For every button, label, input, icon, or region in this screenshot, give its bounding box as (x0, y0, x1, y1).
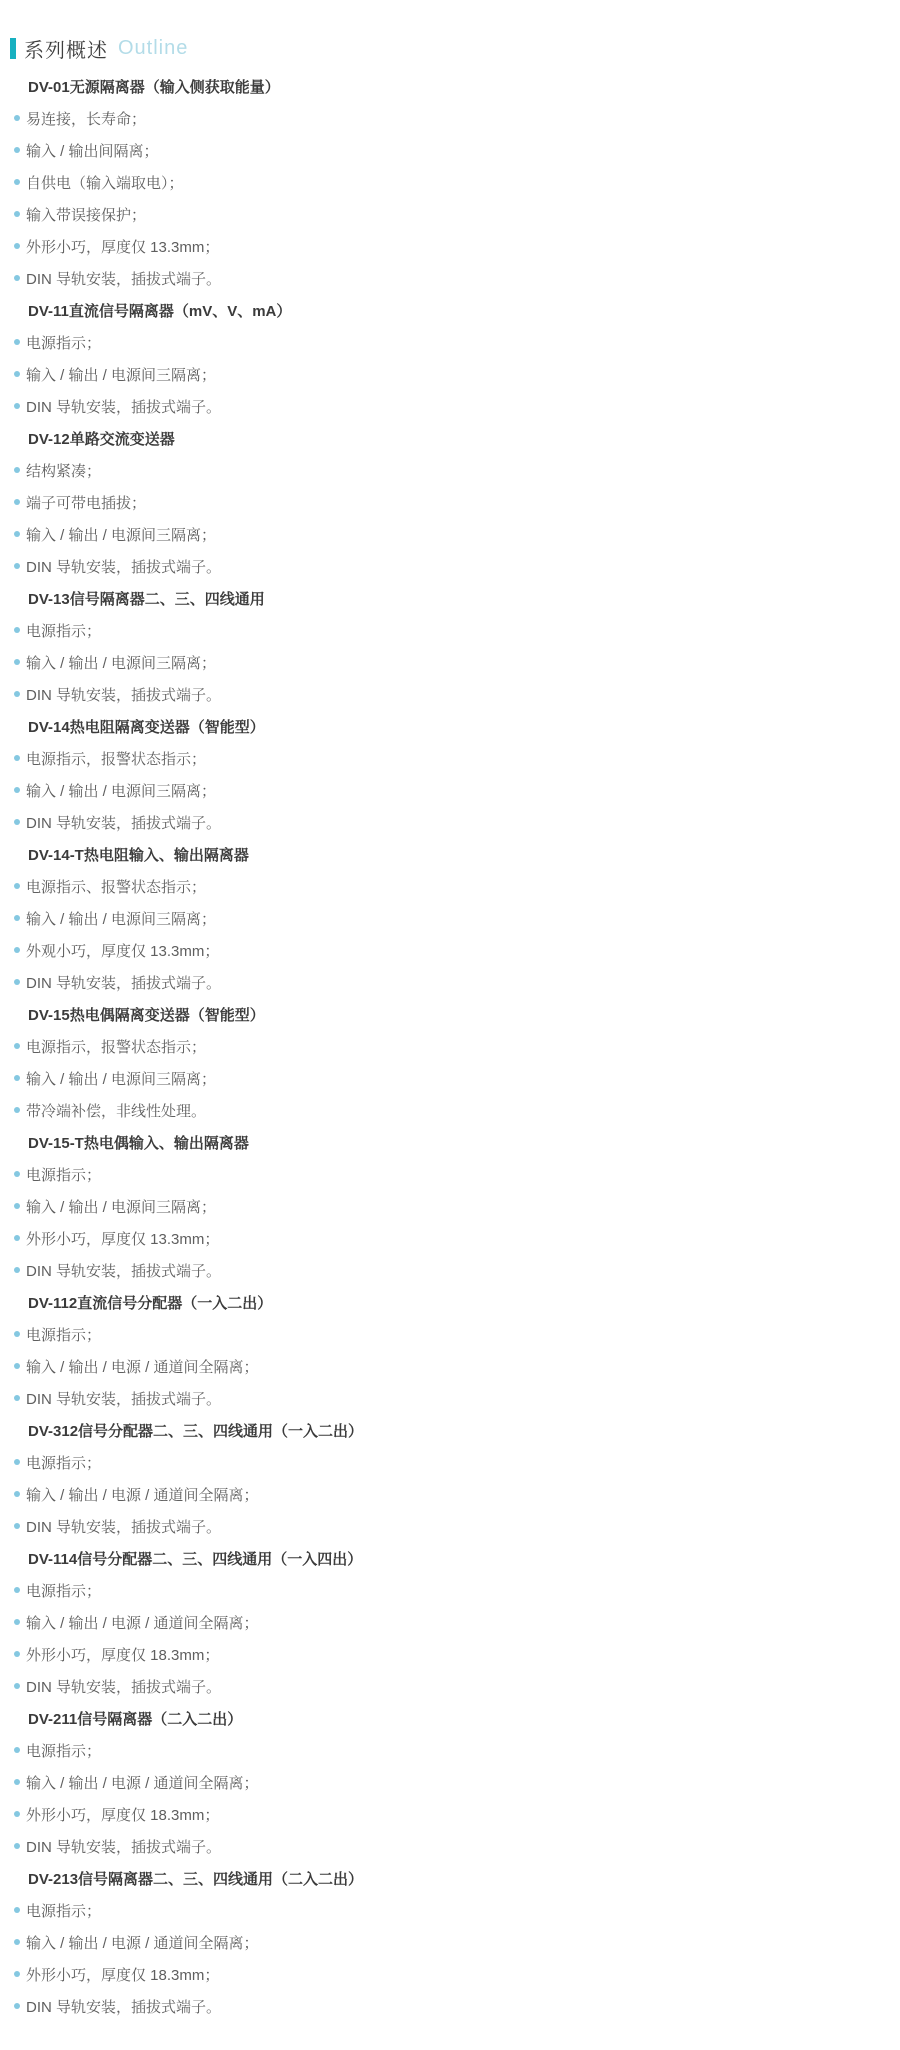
bullet-text: DIN 导轨安装，插拔式端子。 (26, 1998, 222, 2016)
bullet-dot-icon (14, 1267, 20, 1273)
bullet-text: 输入 / 输出间隔离； (26, 142, 159, 160)
bullet-text: 输入 / 输出 / 电源间三隔离； (26, 1198, 217, 1216)
product-section (0, 70, 900, 294)
bullet-dot-icon (14, 1235, 20, 1241)
bullet-list (0, 102, 900, 294)
bullet-list (0, 1894, 900, 2022)
section-header (10, 36, 900, 62)
list-item (0, 1350, 900, 1382)
section-heading: DV-11直流信号隔离器（mV、V、mA） (28, 302, 292, 320)
list-item (0, 934, 900, 966)
bullet-text: 结构紧凑； (26, 462, 102, 480)
bullet-list (0, 1318, 900, 1414)
bullet-dot-icon (14, 915, 20, 921)
product-section (0, 1542, 900, 1702)
bullet-dot-icon (14, 403, 20, 409)
sections-list (0, 70, 900, 2022)
bullet-list (0, 1158, 900, 1286)
list-item (0, 1318, 900, 1350)
product-section (0, 710, 900, 838)
list-item (0, 1830, 900, 1862)
bullet-text: 输入 / 输出 / 电源间三隔离； (26, 526, 217, 544)
bullet-dot-icon (14, 979, 20, 985)
bullet-dot-icon (14, 179, 20, 185)
section-heading: DV-112直流信号分配器（一入二出） (28, 1294, 273, 1312)
bullet-dot-icon (14, 115, 20, 121)
list-item (0, 1766, 900, 1798)
list-item (0, 614, 900, 646)
bullet-dot-icon (14, 147, 20, 153)
list-item (0, 1062, 900, 1094)
list-item (0, 1798, 900, 1830)
bullet-dot-icon (14, 819, 20, 825)
bullet-text: 外形小巧，厚度仅 13.3mm； (26, 1230, 220, 1248)
section-heading: DV-12单路交流变送器 (28, 430, 175, 448)
bullet-dot-icon (14, 1523, 20, 1529)
bullet-dot-icon (14, 1331, 20, 1337)
bullet-text: 易连接，长寿命； (26, 110, 147, 128)
bullet-text: DIN 导轨安装，插拔式端子。 (26, 558, 222, 576)
list-item (0, 678, 900, 710)
bullet-dot-icon (14, 1811, 20, 1817)
bullet-text: 电源指示； (26, 622, 102, 640)
bullet-list (0, 614, 900, 710)
bullet-text: DIN 导轨安装，插拔式端子。 (26, 814, 222, 832)
bullet-text: 电源指示； (26, 1902, 102, 1920)
bullet-list (0, 454, 900, 582)
list-item (0, 774, 900, 806)
bullet-text: DIN 导轨安装，插拔式端子。 (26, 974, 222, 992)
list-item (0, 518, 900, 550)
bullet-dot-icon (14, 1651, 20, 1657)
list-item (0, 1094, 900, 1126)
product-section (0, 1126, 900, 1286)
bullet-dot-icon (14, 371, 20, 377)
list-item (0, 1510, 900, 1542)
list-item (0, 230, 900, 262)
bullet-list (0, 742, 900, 838)
list-item (0, 550, 900, 582)
bullet-text: 外形小巧，厚度仅 18.3mm； (26, 1966, 220, 1984)
section-heading: DV-14热电阻隔离变送器（智能型） (28, 718, 265, 736)
bullet-dot-icon (14, 1843, 20, 1849)
product-section (0, 998, 900, 1126)
product-section (0, 422, 900, 582)
bullet-dot-icon (14, 467, 20, 473)
section-heading: DV-13信号隔离器二、三、四线通用 (28, 590, 265, 608)
list-item (0, 1926, 900, 1958)
bullet-dot-icon (14, 1203, 20, 1209)
bullet-dot-icon (14, 499, 20, 505)
list-item (0, 1638, 900, 1670)
bullet-text: DIN 导轨安装，插拔式端子。 (26, 1678, 222, 1696)
bullet-dot-icon (14, 1491, 20, 1497)
bullet-dot-icon (14, 1683, 20, 1689)
list-item (0, 806, 900, 838)
bullet-text: 电源指示； (26, 1166, 102, 1184)
section-heading: DV-15-T热电偶输入、输出隔离器 (28, 1134, 249, 1152)
bullet-list (0, 1030, 900, 1126)
list-item (0, 134, 900, 166)
bullet-text: 电源指示； (26, 1582, 102, 1600)
bullet-text: 外观小巧，厚度仅 13.3mm； (26, 942, 220, 960)
bullet-dot-icon (14, 275, 20, 281)
bullet-text: 输入 / 输出 / 电源 / 通道间全隔离； (26, 1358, 259, 1376)
list-item (0, 1254, 900, 1286)
bullet-dot-icon (14, 531, 20, 537)
list-item (0, 486, 900, 518)
section-heading: DV-211信号隔离器（二入二出） (28, 1710, 243, 1728)
section-heading: DV-14-T热电阻输入、输出隔离器 (28, 846, 249, 864)
list-item (0, 1894, 900, 1926)
list-item (0, 870, 900, 902)
product-section (0, 582, 900, 710)
bullet-dot-icon (14, 211, 20, 217)
bullet-dot-icon (14, 1171, 20, 1177)
list-item (0, 1670, 900, 1702)
bullet-text: 输入带误接保护； (26, 206, 147, 224)
list-item (0, 1606, 900, 1638)
bullet-dot-icon (14, 563, 20, 569)
bullet-text: 电源指示，报警状态指示； (26, 750, 207, 768)
bullet-dot-icon (14, 1395, 20, 1401)
list-item (0, 902, 900, 934)
list-item (0, 1382, 900, 1414)
list-item (0, 454, 900, 486)
page-title: 系列概述 (24, 39, 108, 62)
bullet-dot-icon (14, 947, 20, 953)
bullet-dot-icon (14, 1747, 20, 1753)
bullet-text: DIN 导轨安装，插拔式端子。 (26, 1838, 222, 1856)
bullet-text: 输入 / 输出 / 电源 / 通道间全隔离； (26, 1774, 259, 1792)
bullet-dot-icon (14, 627, 20, 633)
bullet-dot-icon (14, 1043, 20, 1049)
bullet-dot-icon (14, 1075, 20, 1081)
bullet-dot-icon (14, 1587, 20, 1593)
bullet-text: DIN 导轨安装，插拔式端子。 (26, 1390, 222, 1408)
product-section (0, 1414, 900, 1542)
bullet-text: 输入 / 输出 / 电源间三隔离； (26, 366, 217, 384)
list-item (0, 1574, 900, 1606)
bullet-dot-icon (14, 755, 20, 761)
section-heading: DV-213信号隔离器二、三、四线通用（二入二出） (28, 1870, 364, 1888)
section-heading: DV-15热电偶隔离变送器（智能型） (28, 1006, 265, 1024)
bullet-text: 外形小巧，厚度仅 13.3mm； (26, 238, 220, 256)
list-item (0, 1158, 900, 1190)
list-item (0, 1478, 900, 1510)
bullet-dot-icon (14, 659, 20, 665)
accent-bar-icon (10, 38, 16, 59)
bullet-text: DIN 导轨安装，插拔式端子。 (26, 270, 222, 288)
product-section (0, 1286, 900, 1414)
list-item (0, 1446, 900, 1478)
list-item (0, 102, 900, 134)
bullet-dot-icon (14, 1459, 20, 1465)
list-item (0, 966, 900, 998)
bullet-dot-icon (14, 1107, 20, 1113)
bullet-text: 自供电（输入端取电）； (26, 174, 184, 192)
list-item (0, 1734, 900, 1766)
bullet-text: 端子可带电插拔； (26, 494, 147, 512)
bullet-list (0, 1446, 900, 1542)
bullet-dot-icon (14, 1971, 20, 1977)
bullet-text: 输入 / 输出 / 电源 / 通道间全隔离； (26, 1614, 259, 1632)
bullet-dot-icon (14, 787, 20, 793)
bullet-text: 输入 / 输出 / 电源间三隔离； (26, 654, 217, 672)
list-item (0, 1190, 900, 1222)
list-item (0, 262, 900, 294)
bullet-text: 电源指示； (26, 334, 102, 352)
bullet-text: 输入 / 输出 / 电源 / 通道间全隔离； (26, 1934, 259, 1952)
bullet-dot-icon (14, 243, 20, 249)
bullet-dot-icon (14, 883, 20, 889)
bullet-dot-icon (14, 1363, 20, 1369)
bullet-dot-icon (14, 1779, 20, 1785)
section-heading: DV-01无源隔离器（输入侧获取能量） (28, 78, 280, 96)
page-subtitle: Outline (118, 36, 189, 59)
bullet-text: DIN 导轨安装，插拔式端子。 (26, 398, 222, 416)
bullet-list (0, 326, 900, 422)
bullet-dot-icon (14, 1939, 20, 1945)
section-heading: DV-312信号分配器二、三、四线通用（一入二出） (28, 1422, 364, 1440)
bullet-text: 电源指示； (26, 1454, 102, 1472)
product-section (0, 1862, 900, 2022)
bullet-dot-icon (14, 2003, 20, 2009)
list-item (0, 390, 900, 422)
bullet-text: 输入 / 输出 / 电源间三隔离； (26, 910, 217, 928)
list-item (0, 1222, 900, 1254)
bullet-text: 带冷端补偿，非线性处理。 (26, 1102, 207, 1120)
bullet-text: 输入 / 输出 / 电源 / 通道间全隔离； (26, 1486, 259, 1504)
list-item (0, 646, 900, 678)
list-item (0, 1990, 900, 2022)
list-item (0, 1958, 900, 1990)
bullet-dot-icon (14, 1907, 20, 1913)
bullet-dot-icon (14, 339, 20, 345)
bullet-text: 外形小巧，厚度仅 18.3mm； (26, 1646, 220, 1664)
list-item (0, 198, 900, 230)
bullet-text: DIN 导轨安装，插拔式端子。 (26, 686, 222, 704)
bullet-dot-icon (14, 691, 20, 697)
list-item (0, 166, 900, 198)
bullet-list (0, 1574, 900, 1702)
product-section (0, 294, 900, 422)
bullet-text: 电源指示； (26, 1326, 102, 1344)
bullet-text: 电源指示； (26, 1742, 102, 1760)
bullet-text: 电源指示、报警状态指示； (26, 878, 207, 896)
bullet-list (0, 870, 900, 998)
bullet-text: 输入 / 输出 / 电源间三隔离； (26, 782, 217, 800)
section-heading: DV-114信号分配器二、三、四线通用（一入四出） (28, 1550, 363, 1568)
product-section (0, 838, 900, 998)
bullet-text: 外形小巧，厚度仅 18.3mm； (26, 1806, 220, 1824)
bullet-list (0, 1734, 900, 1862)
bullet-text: 电源指示，报警状态指示； (26, 1038, 207, 1056)
bullet-text: DIN 导轨安装，插拔式端子。 (26, 1518, 222, 1536)
bullet-text: 输入 / 输出 / 电源间三隔离； (26, 1070, 217, 1088)
bullet-text: DIN 导轨安装，插拔式端子。 (26, 1262, 222, 1280)
list-item (0, 1030, 900, 1062)
product-section (0, 1702, 900, 1862)
bullet-dot-icon (14, 1619, 20, 1625)
list-item (0, 358, 900, 390)
list-item (0, 742, 900, 774)
list-item (0, 326, 900, 358)
